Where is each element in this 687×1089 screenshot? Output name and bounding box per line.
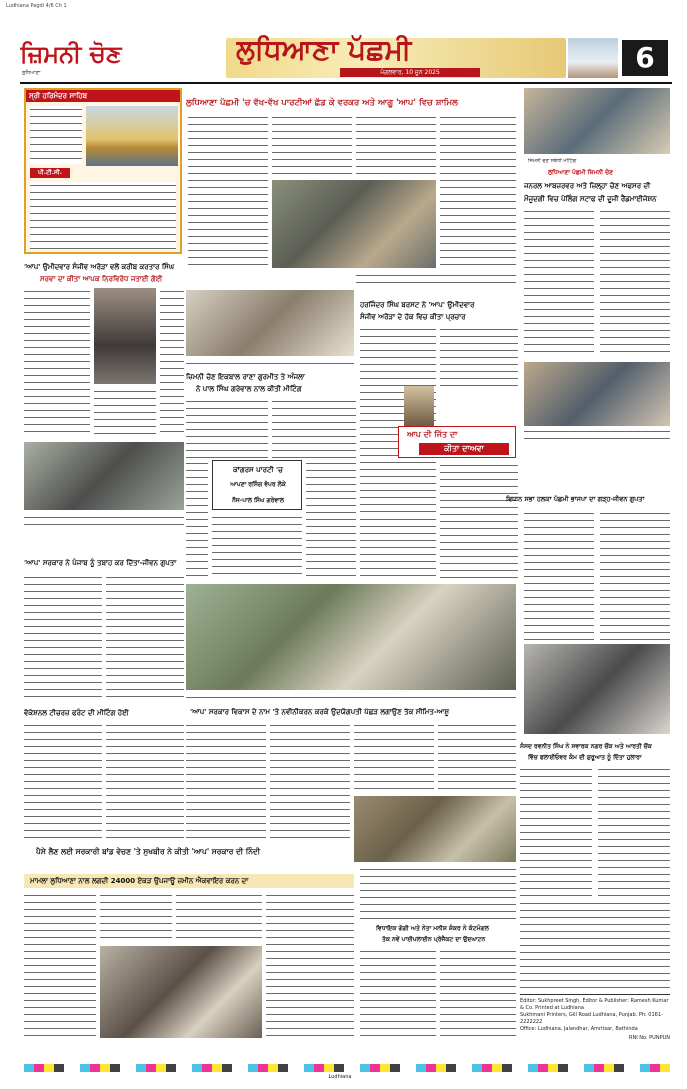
congress-box [212, 460, 302, 510]
right-mid-caption [524, 428, 670, 442]
ad-title: ਸ੍ਰੀ ਹਰਿਮੰਦਰ ਸਾਹਿਬ [26, 90, 180, 102]
bottom-right-col-1 [360, 948, 436, 1038]
masthead-clocktower-image [568, 38, 618, 78]
sukhbir-col-3 [176, 892, 262, 942]
meeting-col-2 [272, 398, 356, 458]
congress-line-2: ਆਪਣਾ ਰਸਿੰਗ ਵੋਪਰ ਲੋਕੇ [230, 481, 286, 488]
page-number: 6 [622, 40, 668, 76]
punjab-col-2 [106, 574, 184, 702]
harjinder-col-2 [440, 326, 518, 386]
harjinder-col-4 [360, 516, 436, 580]
congress-line-3: ਨੌਜ-ਪਾਲ ਸਿੰਘ ਗਰੇਵਾਲ [232, 497, 284, 504]
industry-col-5 [360, 866, 516, 920]
industry-headline: 'ਆਪ' ਸਰਕਾਰ ਵਿਕਾਸ ਦੇ ਨਾਮ 'ਤੇ ਨਵੀਨੀਕਰਨ ਕਰਕੇ ਉਦਯੋਗਪਤੀ ਪੱਛੜ ਲਗਾਉਣ ਤੱਕ ਸੀਮਿਤ-ਆਸ਼ੂ [190, 708, 450, 716]
right-mid-photo [524, 362, 670, 426]
imprint-line-1: Editor: Sukhpreet Singh, Editor & Publisher: Ramesh Kumar & Co. Printed at Ludhiana [520, 998, 669, 1011]
portrait-photo [94, 288, 156, 384]
ad-badge: ਪੀ.ਟੀ.ਸੀ. [30, 168, 70, 178]
aap-support-col-1 [24, 288, 90, 438]
sukhbir-photo [100, 946, 262, 1038]
right-top-photo [524, 88, 670, 154]
congress-col-mid [212, 514, 302, 580]
golden-temple-image [86, 106, 178, 166]
right-mid-headline-1: ਸੰਸਦ ਰਵਨੀਤ ਸਿੰਘ ਨੇ ਸਵਾਰਕ ਨਗਰ ਚੌਂਕ ਅਤੇ ਆਰਤੀ ਚੌਂਕ [520, 743, 652, 750]
right-top-label: ਲੁਧਿਆਣਾ ਪੱਛਮੀ ਜ਼ਿਮਨੀ ਚੋਣ [548, 169, 614, 176]
bottom-right-col-2 [440, 948, 516, 1038]
vocational-col-1 [24, 722, 102, 842]
industry-col-2 [270, 722, 350, 840]
sukhbir-subhead: ਮਾਮਲਾ ਲੁਧਿਆਣਾ ਨਾਲ ਲਗਦੀ 24000 ਏਕੜ ਉਪਜਾਊ ਜ਼ਮੀਨ ਐਕਵਾਇਰ ਕਰਨ ਦਾ [24, 874, 354, 888]
section-title: ਜ਼ਿਮਨੀ ਚੋਣ [20, 40, 122, 68]
color-registration-bar [24, 1064, 670, 1072]
imprint-line-2: Sukhmani Printers, Gill Road Ludhiana, Punjab. Ph: 0161-2222222 [520, 1012, 663, 1025]
group-photo-left-caption [24, 514, 184, 528]
rally-caption [186, 694, 516, 702]
aap-support-col-2 [94, 388, 156, 438]
harjinder-col-3 [440, 462, 518, 580]
meeting-headline-1: ਜ਼ਿਮਨੀ ਚੋਣ ਇਕਬਾਲ ਰਾਣਾ ਗੁਰਮੀਤ ਤੇ ਅੰਜਲਾ [186, 373, 305, 381]
bjp-col-2 [600, 510, 670, 640]
harjinder-portrait [404, 386, 434, 426]
sukhbir-col-2 [100, 892, 172, 942]
right-mid-col-1 [520, 766, 592, 896]
right-top-headline-1: ਜਨਰਲ ਆਬਜ਼ਰਵਰ ਅਤੇ ਜ਼ਿਲ੍ਹਾ ਚੋਣ ਅਫਸਰ ਦੀ [524, 182, 651, 190]
right-top-col-2 [600, 208, 670, 356]
aap-support-col-3 [160, 288, 184, 438]
right-top-headline-2: ਮੌਜੂਦਗੀ ਵਿਚ ਪੋਲਿੰਗ ਸਟਾਫ ਦੀ ਦੂਜੀ ਰੈਂਡਮਾਈਜੇਸ਼ਨ [524, 195, 657, 203]
harjinder-headline-1: ਹਰਜਿੰਦਰ ਸਿੰਘ ਬਰਸਟ ਨੇ 'ਆਪ' ਉਮੀਦਵਾਰ [360, 301, 475, 309]
flyover-photo [524, 644, 670, 734]
ad-body-text [30, 182, 176, 250]
bjp-headline: ਵਿਧਾਨ ਸਭਾ ਹਲਕਾ ਪੱਛਮੀ ਭਾਜਪਾ ਦਾ ਗੜ੍ਹ-ਜੀਵਨ ਗੁਪਤਾ [506, 495, 645, 503]
right-mid-headline-2: ਵਿੱਚ ਫਲਾਈਓਵਰ ਕੰਮ ਦੀ ਸ਼ੁਰੂਆਤ ਨੂੰ ਦਿੱਤਾ ਹੁਲਾਰਾ [528, 754, 642, 761]
ad-text [30, 106, 82, 164]
page-foot: Ludhiana [328, 1074, 352, 1080]
vocational-headline: ਵੋਕੇਸ਼ਨਲ ਟੀਚਰਜ਼ ਫਰੰਟ ਦੀ ਮੀਟਿੰਗ ਹੋਈ [24, 709, 129, 717]
lead-caption [356, 272, 516, 286]
lead-photo [272, 180, 436, 268]
right-mid-col-2 [598, 766, 670, 896]
sukhbir-col-4 [266, 892, 354, 1038]
masthead [20, 34, 672, 80]
meeting-headline-2: ਨੇ ਪਾਲ ਸਿੰਘ ਗਰੇਵਾਲ ਨਾਲ ਕੀਤੀ ਮੀਟਿੰਗ [196, 385, 302, 393]
bottom-right-headline-1: ਵਿਧਾਇਕ ਗੋਗੀ ਅਤੇ ਨੇਤਾ ਮਨੀਸ਼ ਸ਼ੰਕਰ ਨੇ ਕੋਟਮੰਗਲ [376, 925, 489, 932]
callout-line-2: ਕੀਤਾ ਦਾਅਵਾ [419, 443, 509, 455]
harjinder-headline-2: ਸੰਜੀਵ ਅਰੋੜਾ ਦੇ ਹੱਕ ਵਿਚ ਕੀਤਾ ਪ੍ਰਚਾਰ [360, 313, 466, 321]
masthead-title: ਲੁਧਿਆਣਾ ਪੱਛਮੀ [236, 34, 412, 66]
congress-line-1: ਕਾਂਗਰਸ ਪਾਰਟੀ 'ਚ [233, 466, 283, 474]
meeting-caption [186, 360, 354, 368]
rally-photo [186, 584, 516, 690]
sukhbir-headline: ਪੈਸੇ ਲੈਣ ਲਈ ਸਰਕਾਰੀ ਬਾਂਡ ਵੇਚਣ 'ਤੇ ਸੁਖਬੀਰ ਨੇ ਕੀਤੀ 'ਆਪ' ਸਰਕਾਰ ਦੀ ਨਿੰਦੀ [36, 847, 261, 856]
lead-col-1 [188, 114, 268, 270]
imprint-box [520, 994, 670, 1046]
lead-col-4 [440, 114, 516, 270]
bottom-right-headline-2: ਤੱਕ ਨਵੇਂ ਪਾਈਪਲਾਈਨ ਪ੍ਰੋਜੈਕਟ ਦਾ ਉਦਘਾਟਨ [382, 936, 486, 943]
sukhbir-col-1 [24, 892, 96, 1038]
imprint-line-3: Office: Ludhiana, Jalandhar, Amritsar, Bathinda [520, 1026, 638, 1032]
industry-col-1 [186, 722, 266, 840]
bjp-col-1 [524, 510, 594, 640]
punjab-col-1 [24, 574, 102, 702]
aap-support-headline-1: 'ਆਪ' ਉਮੀਦਵਾਰ ਸੰਜੀਵ ਅਰੋੜਾ ਵਲੋਂ ਕਰੀਬ ਕਰਤਾਰ ਸਿੰਘ [24, 263, 175, 271]
group-photo-left [24, 442, 184, 510]
right-bottom-col [520, 900, 670, 990]
congress-col-left [186, 460, 208, 580]
vocational-col-2 [106, 722, 184, 842]
top-strip: Ludhiana Pagdi 4/6 Ch 1 [6, 3, 67, 9]
ad-box [24, 88, 182, 254]
imprint-reg: RNI No. PUNPUN [629, 1035, 670, 1041]
congress-col-right [306, 460, 356, 580]
punjab-headline: 'ਆਪ' ਸਰਕਾਰ ਨੇ ਪੰਜਾਬ ਨੂੰ ਤਬਾਹ ਕਰ ਦਿੱਤਾ-ਜੀਵਨ ਗੁਪਤਾ [24, 559, 177, 567]
aap-support-headline-2: ਸਰਵਾ ਦਾ ਕੀਤਾ ਆਪਕ ਨਿਰਵਿਰੋਧ ਜਤਾਈ ਗੋਈ [40, 275, 163, 283]
lead-col-2 [272, 114, 352, 176]
industry-col-4 [438, 722, 516, 794]
lead-col-3 [356, 114, 436, 176]
right-top-caption: ਜ਼ਿਮਨੀ ਚੋਣ ਸਬੰਧੀ ਮੀਟਿੰਗ [528, 158, 577, 164]
meeting-photo [186, 290, 354, 356]
right-top-col-1 [524, 208, 594, 356]
section-sub: ਲੁਧਿਆਣਾ [22, 70, 41, 76]
harjinder-callout [398, 426, 516, 458]
masthead-date: ਮੰਗਲਵਾਰ, 10 ਜੂਨ 2025 [340, 68, 480, 77]
industry-photo [354, 796, 516, 862]
masthead-rule [20, 82, 672, 84]
callout-line-1: ਆਪ ਦੀ ਜਿੱਤ ਦਾ [407, 430, 458, 439]
lead-headline: ਲੁਧਿਆਣਾ ਪੱਛਮੀ 'ਚ ਵੱਖ-ਵੱਖ ਪਾਰਟੀਆਂ ਛੱਡ ਕੇ ਵਰਕਰ ਅਤੇ ਆਗੂ 'ਆਪ' ਵਿਚ ਸ਼ਾਮਿਲ [186, 98, 458, 108]
industry-col-3 [354, 722, 434, 794]
meeting-col-1 [186, 398, 268, 458]
